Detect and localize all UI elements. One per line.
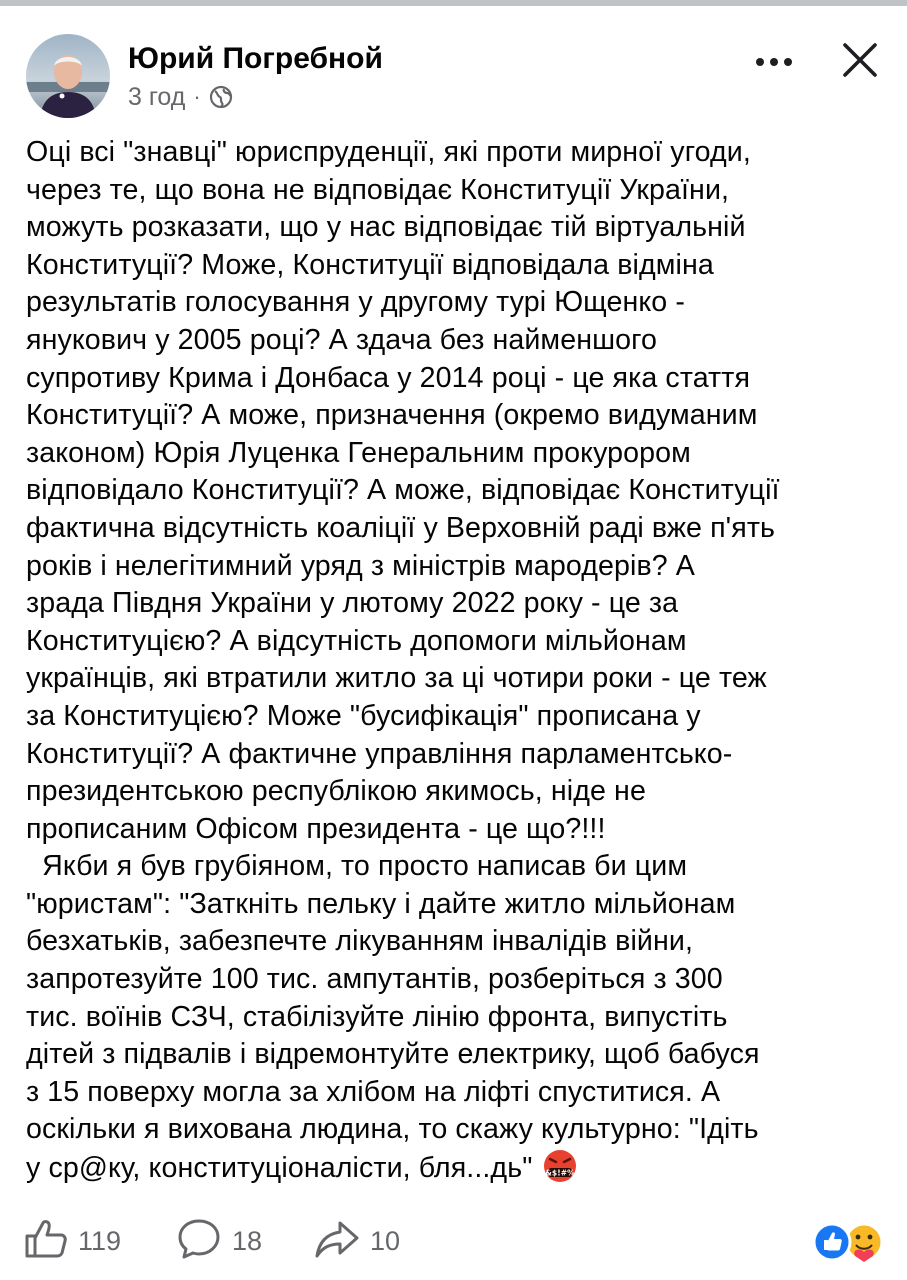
like-icon (24, 1219, 68, 1264)
post-text-line: законом) Юрія Луценка Генеральним прокурором (26, 436, 691, 469)
reaction-summary[interactable] (812, 1222, 886, 1262)
post-text-line: оскільки я вихована людина, то скажу культурно: "Ідіть (26, 1113, 759, 1146)
author-avatar[interactable] (26, 34, 110, 118)
post-text-line: Конституцією? А відсутність допомоги мільйонам (26, 624, 687, 657)
post-text-line: фактична відсутність коаліції у Верховній раді вже п'ять (26, 511, 776, 544)
comment-button[interactable] (176, 1216, 262, 1266)
post-text-line: президентською республікою якимось, ніде не (26, 775, 646, 808)
post-text-line: Конституції? Може, Конституції відповідала відміна (26, 248, 714, 281)
post-text-line: за Конституцією? Може "бусифікація" прописана у (26, 699, 701, 732)
post-text-line: Оці всі "знавці" юриспруденції, які проти мирної угоди, (26, 136, 751, 168)
globe-icon[interactable] (209, 85, 233, 109)
post-meta (128, 82, 233, 112)
post-text-line: українців, які втратили житло за ці чотири роки - це теж (26, 662, 767, 695)
post-text-line: у ср@ку, конституціоналісти, бля...дь" &$!#% (26, 1149, 888, 1188)
post-text-line: можуть розказати, що у нас відповідає тій віртуальній (26, 211, 746, 244)
post-time[interactable]: 3 год (128, 82, 186, 111)
post-text-line: тис. воїнів СЗЧ, стабілізуйте лінію фронта, випустіть (26, 1000, 728, 1033)
post-text-line: супротиву Крима і Донбаса у 2014 році - це яка стаття (26, 361, 751, 394)
post-text-line: років і нелегітимний уряд з міністрів мародерів? А (26, 549, 695, 582)
like-count: 119 (78, 1225, 122, 1256)
post-text-line: відповідало Конституції? А може, відповідає Конституції (26, 474, 780, 507)
comment-count: 18 (232, 1225, 263, 1256)
post-body (26, 134, 888, 1188)
like-reaction-icon (814, 1224, 850, 1260)
author-name[interactable]: Юрий Погребной (128, 42, 383, 75)
post-text-line: результатів голосування у другому турі Ющенко - (26, 286, 685, 319)
close-icon[interactable] (834, 34, 886, 86)
post-text-line: через те, що вона не відповідає Конституції України, (26, 173, 730, 206)
post-text-line: прописаним Офісом президента - це що?!!! (26, 812, 606, 845)
meta-separator: · (193, 84, 201, 109)
post-text-line: зрада Півдня України у лютому 2022 року - це за (26, 587, 679, 620)
post-text-line: дітей з підвалів і відремонтуйте електрику, щоб бабуся (26, 1038, 760, 1071)
post-text-line: з 15 поверху могла за хлібом на ліфті спуститися. А (26, 1075, 721, 1108)
share-button[interactable] (314, 1216, 400, 1266)
face-with-symbols-on-mouth-emoji (542, 1149, 578, 1183)
action-bar (24, 1216, 894, 1266)
post-header (26, 34, 886, 124)
post-text-line: Конституції? А може, призначення (окремо видуманим (26, 399, 758, 432)
post-text-line: Якби я був грубіяном, то просто написав би цим (26, 850, 688, 883)
share-icon (314, 1219, 360, 1264)
like-button[interactable] (24, 1216, 121, 1266)
share-count: 10 (370, 1225, 401, 1256)
post-text-line: Конституції? А фактичне управління парламентсько- (26, 737, 733, 770)
more-options-icon[interactable] (746, 42, 802, 82)
top-divider (0, 0, 907, 6)
comment-icon (176, 1218, 222, 1265)
post-text-line: безхатьків, забезпечте лікуванням інвалідів війни, (26, 925, 693, 958)
post-text-line: янукович у 2005 році? А здача без найменшого (26, 323, 658, 356)
post-text-line: "юристам": "Заткніть пельку і дайте житло мільйонам (26, 887, 736, 920)
post-text-line: запротезуйте 100 тис. ампутантів, розберіться з 300 (26, 963, 723, 996)
svg-text:&$!#%: &$!#% (545, 1168, 576, 1178)
